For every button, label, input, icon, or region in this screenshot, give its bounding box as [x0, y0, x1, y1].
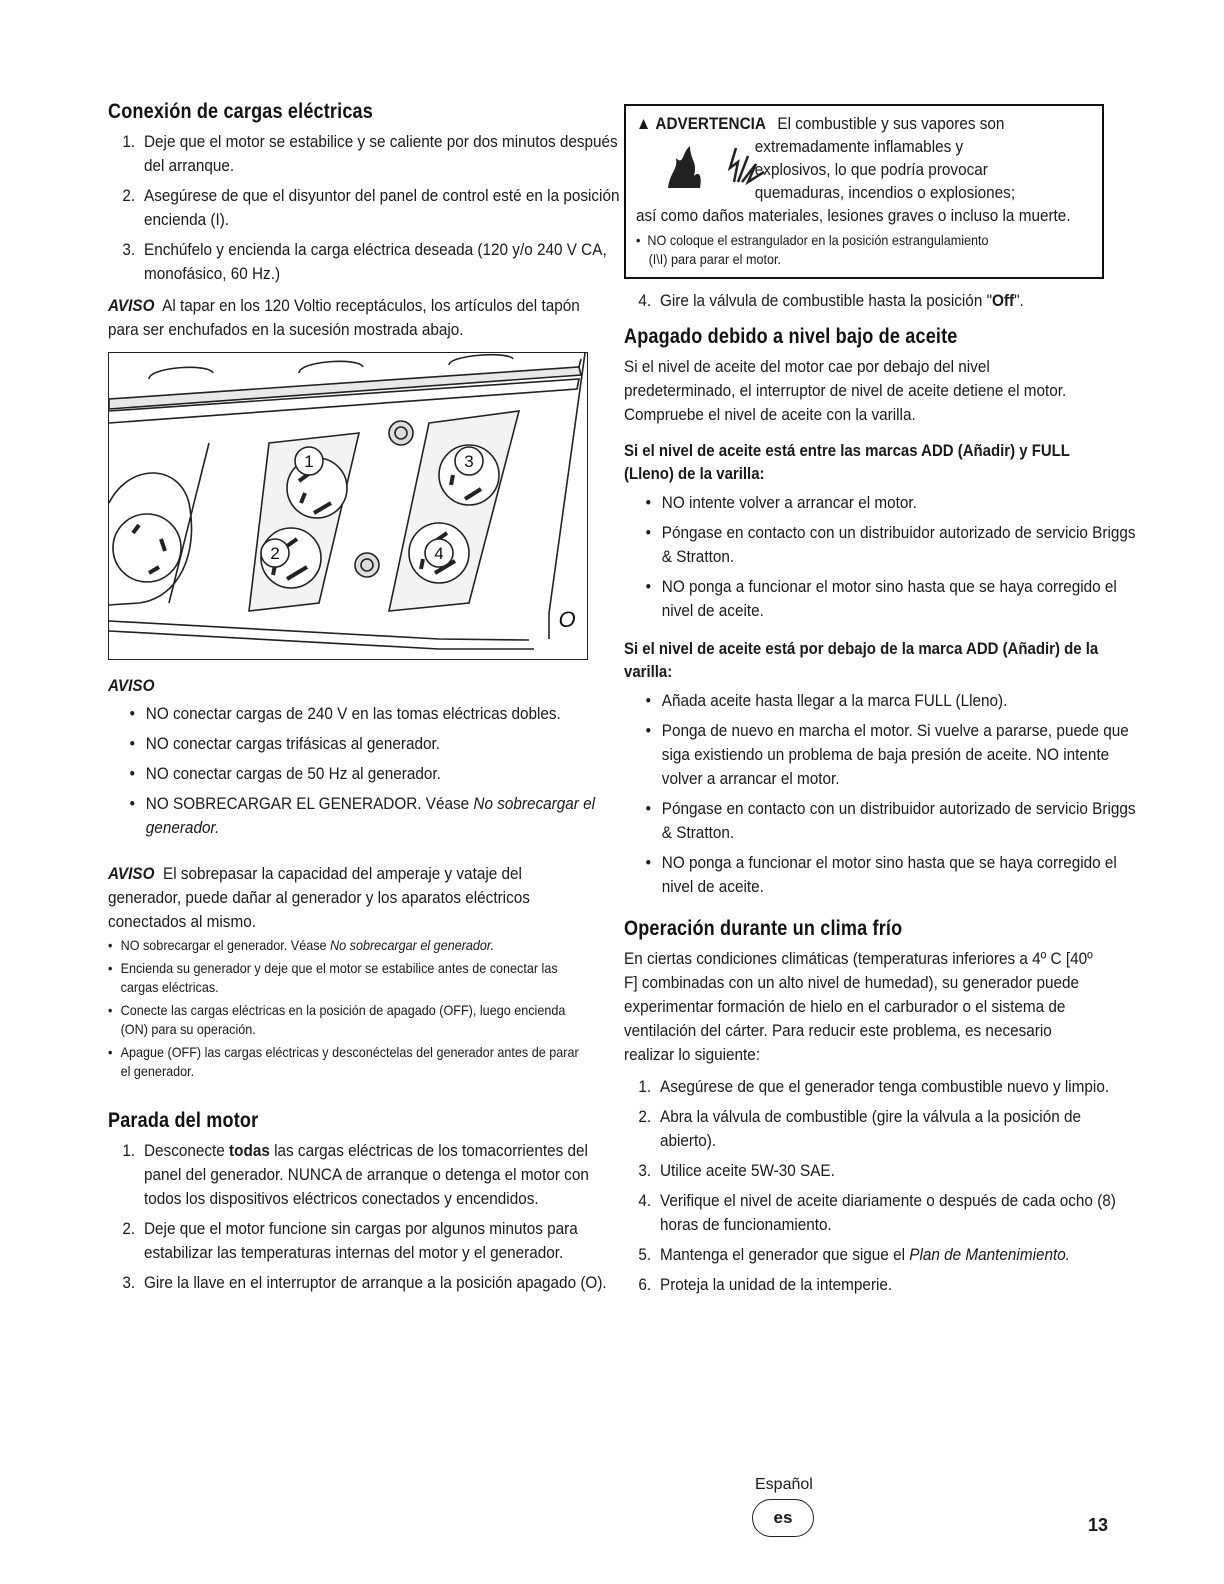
section-title-cold-weather: Operación durante un clima frío: [624, 917, 903, 940]
aviso-bullets: [108, 702, 596, 840]
section-title-low-oil: Apagado debido a nivel bajo de aceite: [624, 325, 958, 348]
load-connection-steps: [108, 130, 620, 286]
list-item: • NO intente volver a arrancar el motor.: [624, 491, 1142, 515]
list-item: 5. Mantenga el generador que sigue el Plan de Mantenimiento.: [638, 1245, 1070, 1264]
capacity-bullets: [108, 936, 588, 1081]
warning-first-line: ▲ ADVERTENCIA El combustible y sus vapores son: [636, 114, 1005, 133]
subheading-oil-below-add: Si el nivel de aceite está por debajo de la marca ADD (Añadir) de la varilla:: [624, 639, 1099, 681]
list-item: 1. Desconecte todas las cargas eléctricas de los tomacorrientes del panel del generador. NUNCA de arranque o detenga el motor con todos los dispositivos eléctricos conectados y encendidos.: [122, 1141, 589, 1208]
left-column: [108, 100, 620, 1303]
list-item: • NO ponga a funcionar el motor sino hasta que se haya corregido el nivel de aceite.: [624, 575, 1142, 623]
list-item: 1. Asegúrese de que el generador tenga combustible nuevo y limpio.: [638, 1077, 1110, 1096]
receptacle-number-4: 4: [434, 544, 444, 563]
fuel-warning-box: ▲ ADVERTENCIA El combustible y sus vapores son extremadamente inflamables y explosivos, lo que podría provocar quemaduras, incendios o explosiones; así como daños materiales, lesiones graves o incluso la muerte. • NO coloque el estrangulador en la posición estrangulamiento (I\I) para parar el motor.: [624, 104, 1104, 279]
aviso-receptacle-order: AVISO Al tapar en los 120 Voltio receptáculos, los artículos del tapón para ser enchufados en la sucesión mostrada abajo.: [108, 296, 580, 339]
engine-stop-steps: [108, 1139, 607, 1295]
footer-language: Español: [755, 1476, 813, 1493]
warning-title: ADVERTENCIA: [655, 114, 766, 133]
right-column: [624, 104, 1136, 1305]
list-item: • Encienda su generador y deje que el motor se estabilice antes de conectar las cargas eléctricas.: [108, 959, 588, 997]
list-item: • Póngase en contacto con un distribuidor autorizado de servicio Briggs & Stratton.: [624, 521, 1142, 569]
receptacle-panel-figure: [108, 352, 588, 660]
list-item: 6. Proteja la unidad de la intemperie.: [638, 1275, 893, 1294]
receptacle-number-1: 1: [304, 452, 314, 471]
list-item: 3. Utilice aceite 5W-30 SAE.: [638, 1161, 835, 1180]
list-item: 2. Abra la válvula de combustible (gire la válvula a la posición de abierto).: [638, 1107, 1081, 1150]
off-symbol: O: [558, 607, 576, 632]
receptacle-number-2: 2: [270, 544, 280, 563]
list-item: • NO ponga a funcionar el motor sino hasta que se haya corregido el nivel de aceite.: [624, 851, 1142, 899]
list-item: • NO SOBRECARGAR EL GENERADOR. Véase No sobrecargar el generador.: [108, 792, 626, 840]
list-item: • Ponga de nuevo en marcha el motor. Si vuelve a pararse, puede que siga existiendo un problema de baja presión de aceite. NO intente volver a arrancar el motor.: [624, 719, 1142, 791]
warning-bullet: • NO coloque el estrangulador en la posición estrangulamiento (I\I) para parar el motor.: [636, 232, 989, 267]
language-badge: es: [752, 1499, 814, 1537]
list-item: • NO sobrecargar el generador. Véase No sobrecargar el generador.: [108, 936, 588, 955]
section-title-load-connection: Conexión de cargas eléctricas: [108, 100, 373, 123]
fuel-valve-step: [624, 289, 1104, 313]
list-item: • NO conectar cargas trifásicas al generador.: [108, 732, 626, 756]
list-item: • Conecte las cargas eléctricas en la posición de apagado (OFF), luego encienda (ON) para su operación.: [108, 1001, 588, 1039]
receptacle-panel-illustration: [109, 353, 588, 660]
list-item: • Apague (OFF) las cargas eléctricas y desconéctelas del generador antes de parar el generador.: [108, 1043, 588, 1081]
subheading-oil-between-marks: Si el nivel de aceite está entre las marcas ADD (Añadir) y FULL (Lleno) de la varilla:: [624, 441, 1070, 483]
list-item: 4. Gire la válvula de combustible hasta la posición "Off".: [638, 291, 1024, 310]
low-oil-intro: Si el nivel de aceite del motor cae por debajo del nivel predeterminado, el interruptor de nivel de aceite detiene el motor. Compruebe el nivel de aceite con la varilla.: [624, 357, 1067, 424]
list-item: • Añada aceite hasta llegar a la marca FULL (Lleno).: [624, 689, 1142, 713]
cold-weather-intro: En ciertas condiciones climáticas (temperaturas inferiores a 4º C [40º F] combinadas con un alto nivel de humedad), su generador puede experimentar formación de hielo en el carburador o el sistema de ventilación del cárter. Para reducir este problema, es necesario realizar lo siguiente:: [624, 949, 1093, 1064]
section-title-engine-stop: Parada del motor: [108, 1109, 259, 1132]
list-item: • NO conectar cargas de 50 Hz al generador.: [108, 762, 626, 786]
list-item: 2. Deje que el motor funcione sin cargas por algunos minutos para estabilizar las temperaturas internas del motor y el generador.: [122, 1219, 578, 1262]
oil-between-bullets: [624, 491, 1136, 623]
aviso-label-2: AVISO: [108, 676, 155, 695]
list-item: 3. Gire la llave en el interruptor de arranque a la posición apagado (O).: [122, 1273, 607, 1292]
list-item: 2. Asegúrese de que el disyuntor del panel de control esté en la posición encienda (I).: [122, 186, 620, 229]
page-number: 13: [1088, 1515, 1109, 1535]
choke-symbol-icon: I\I: [652, 251, 664, 267]
warning-triangle-icon: ▲: [636, 114, 652, 133]
cold-weather-steps: [624, 1075, 1116, 1297]
receptacle-number-3: 3: [464, 452, 474, 471]
list-item: 4. Verifique el nivel de aceite diariamente o después de cada ocho (8) horas de funcionamiento.: [638, 1191, 1116, 1234]
oil-below-bullets: [624, 689, 1136, 899]
list-item: • NO conectar cargas de 240 V en las tomas eléctricas dobles.: [108, 702, 626, 726]
list-item: 3. Enchúfelo y encienda la carga eléctrica deseada (120 y/o 240 V CA, monofásico, 60 Hz.): [122, 240, 607, 283]
list-item: 1. Deje que el motor se estabilice y se caliente por dos minutos después del arranque.: [122, 132, 618, 175]
aviso-capacity: AVISO El sobrepasar la capacidad del amperaje y vataje del generador, puede dañar al generador y los aparatos eléctricos conectados al mismo.: [108, 864, 530, 931]
list-item: • Póngase en contacto con un distribuidor autorizado de servicio Briggs & Stratton.: [624, 797, 1142, 845]
